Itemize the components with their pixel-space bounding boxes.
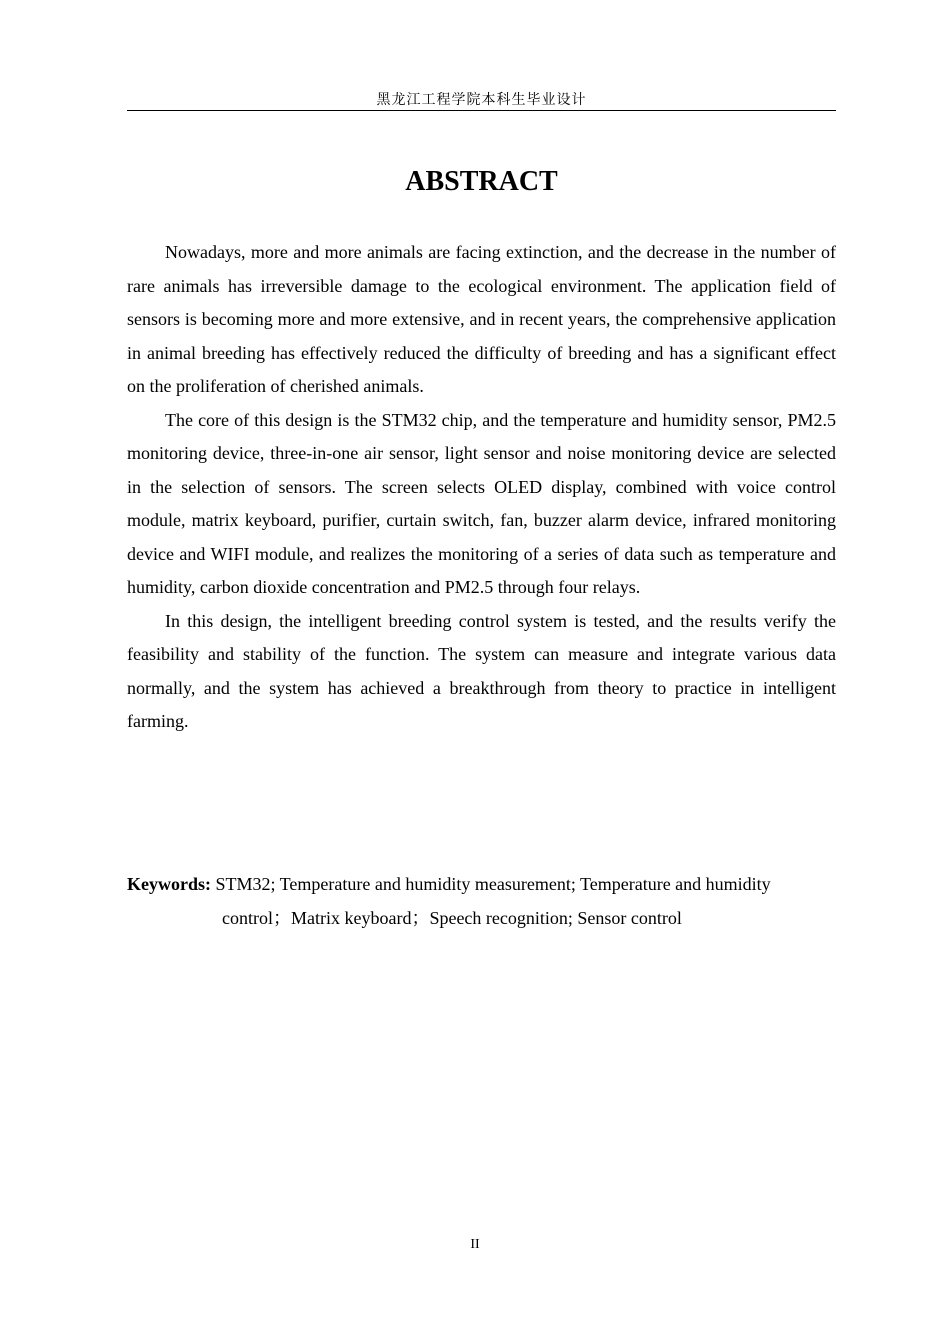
page-number: II: [470, 1237, 480, 1252]
keywords-text: STM32; Temperature and humidity measurement; Temperature and humidity control；Matrix keyboard；Speech recognition; Sensor control: [215, 874, 771, 928]
abstract-paragraph-2: The core of this design is the STM32 chip, and the temperature and humidity sensor, PM2.5 monitoring device, three-in-one air sensor, light sensor and noise monitoring device are selected in the selection of sensors. The screen selects OLED display, combined with voice control module, matrix keyboard, purifier, curtain switch, fan, buzzer alarm device, infrared monitoring device and WIFI module, and realizes the monitoring of a series of data such as temperature and humidity, carbon dioxide concentration and PM2.5 through four relays.: [127, 409, 836, 597]
abstract-paragraph-1: Nowadays, more and more animals are facing extinction, and the decrease in the number of rare animals has irreversible damage to the ecological environment. The application field of sensors is becoming more and more extensive, and in recent years, the comprehensive application in animal breeding has effectively reduced the difficulty of breeding and has a significant effect on the proliferation of cherished animals.: [127, 242, 836, 396]
page-title: ABSTRACT: [405, 166, 558, 197]
keywords-block: [127, 868, 836, 935]
keywords-label: Keywords:: [127, 874, 211, 894]
running-header: 黑龙江工程学院本科生毕业设计: [376, 92, 587, 108]
header-rule: [127, 110, 836, 111]
abstract-paragraph-3: In this design, the intelligent breeding control system is tested, and the results verify the feasibility and stability of the function. The system can measure and integrate various data normally, and the system has achieved a breakthrough from theory to practice in intelligent farming.: [127, 610, 836, 731]
abstract-body: [127, 236, 836, 739]
